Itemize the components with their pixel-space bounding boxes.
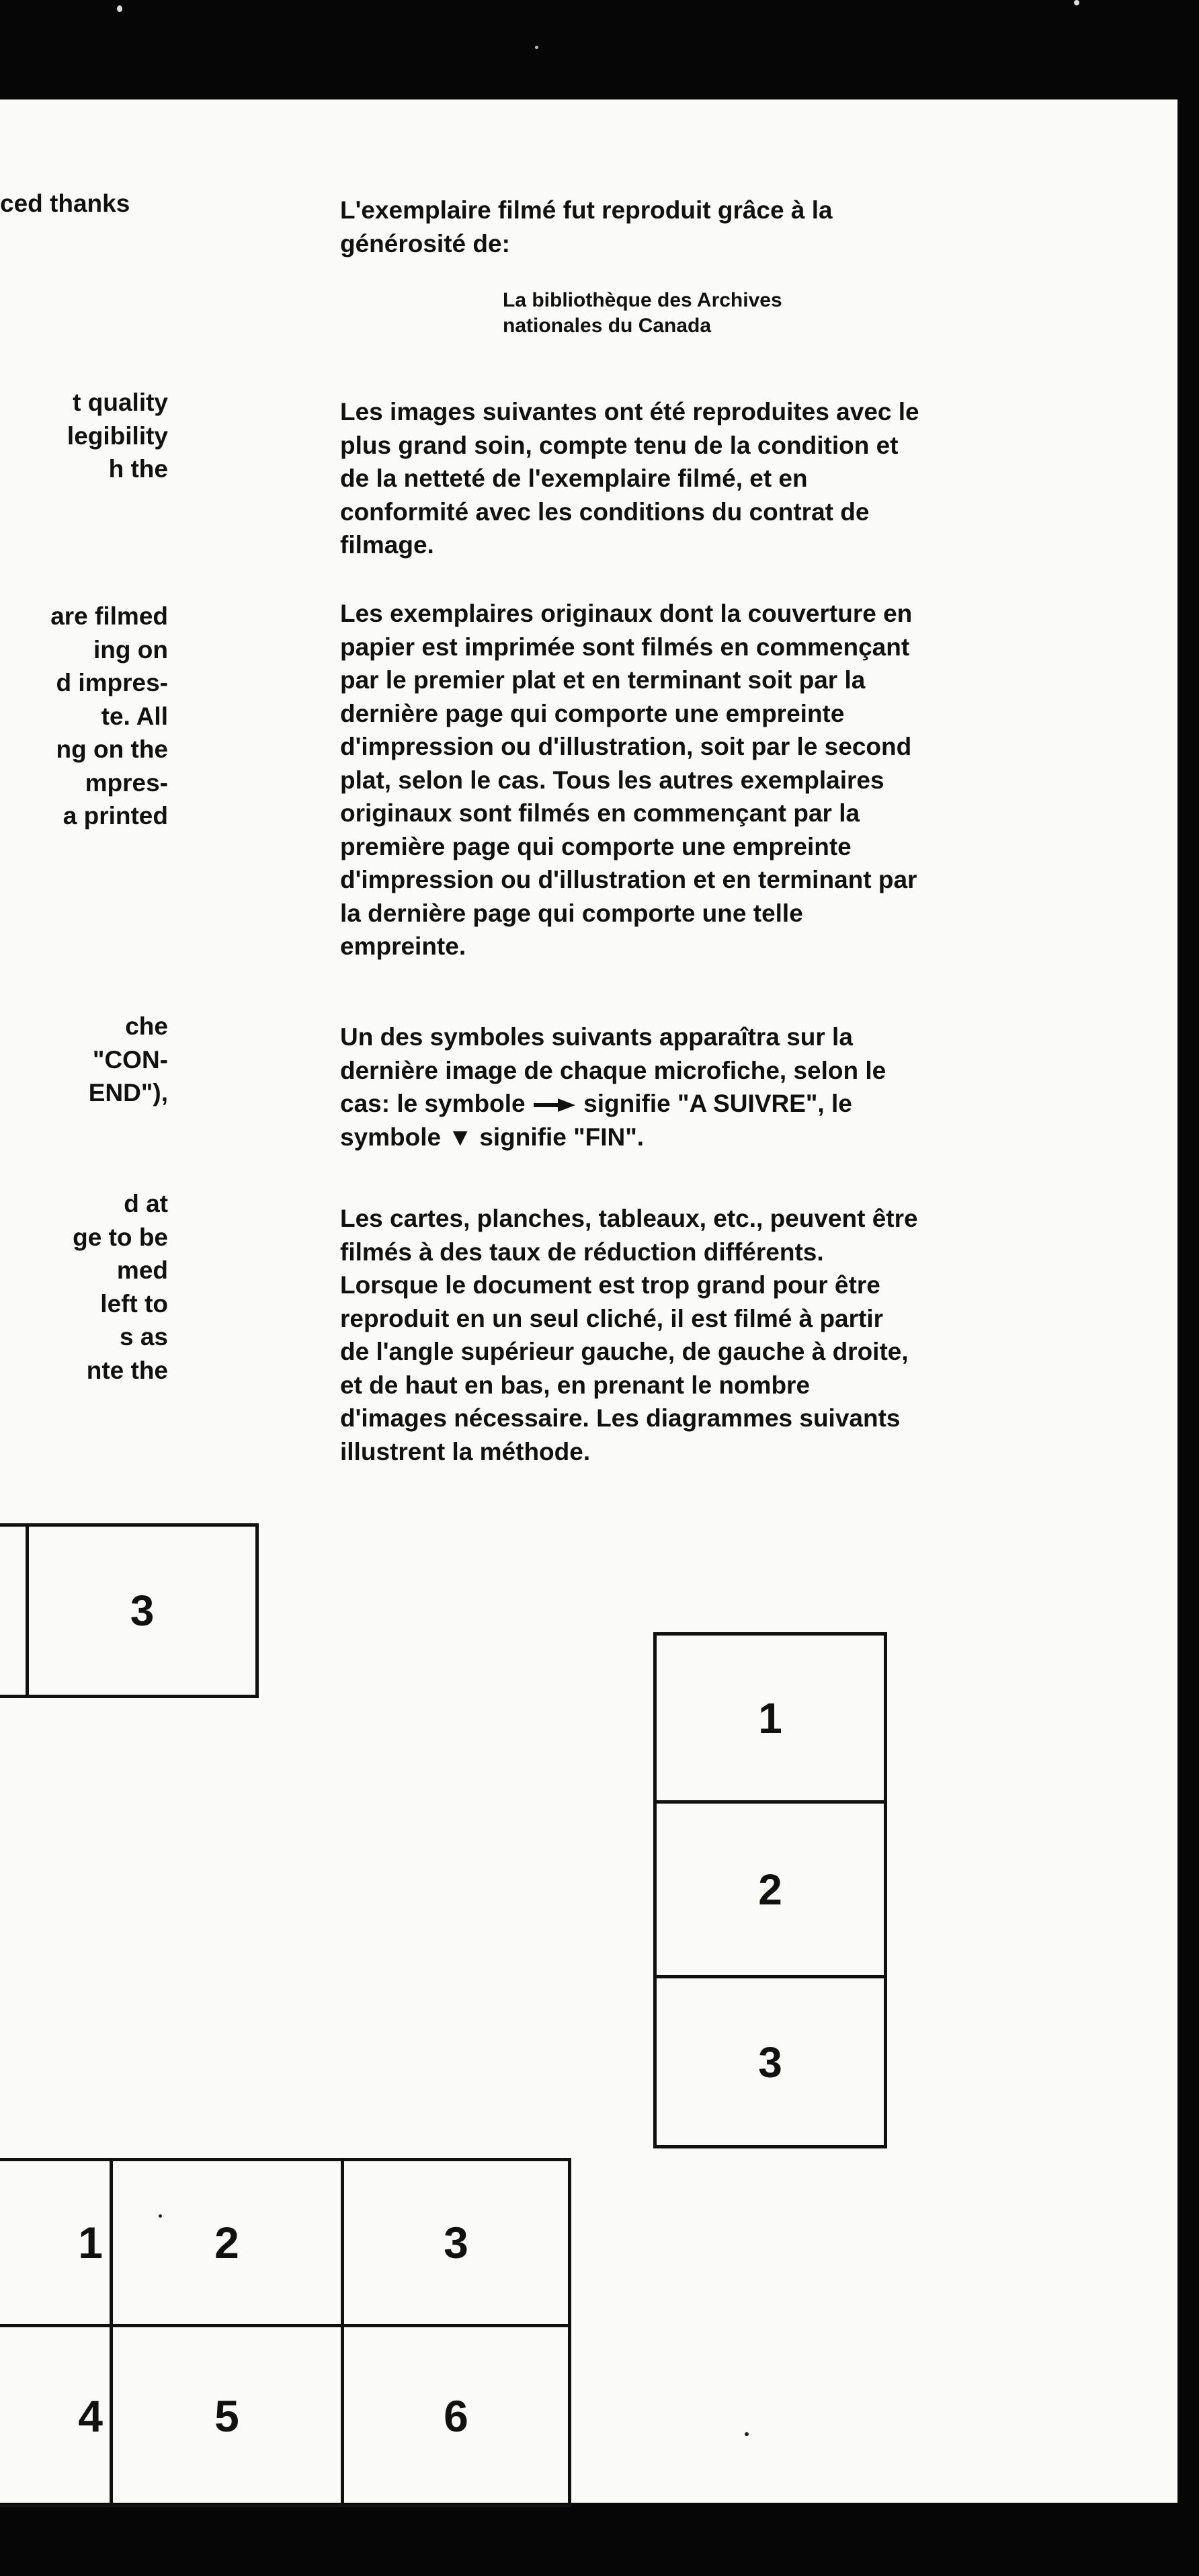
left-fragment-line: ced thanks — [0, 190, 130, 217]
stack-cell-1 — [657, 1636, 884, 1800]
institution-name — [503, 288, 782, 339]
paragraph-line: filmage. — [340, 531, 434, 559]
symbol-text-pre: symbole — [340, 1123, 442, 1151]
left-column-fragments — [0, 187, 168, 220]
film-speck — [117, 5, 122, 12]
grid-cell-number: 5 — [214, 2390, 239, 2441]
grid-cell-5 — [113, 2327, 341, 2504]
grid-cell-number: 4 — [78, 2390, 103, 2441]
left-fragment-line: a printed — [63, 802, 168, 830]
paragraph-line: Les images suivantes ont été reproduites avec le — [340, 398, 919, 426]
paragraph-line: d'impression ou d'illustration, soit par le second — [340, 733, 912, 760]
grid-cell-6 — [344, 2327, 568, 2504]
diagram-cell-3 — [26, 1523, 259, 1698]
left-column-block-4 — [0, 1187, 168, 1387]
left-fragment-line: are filmed — [50, 602, 168, 630]
intro-paragraph — [340, 194, 1093, 260]
left-fragment-line: ge to be — [73, 1223, 168, 1251]
paragraph-line: conformité avec les conditions du contrat de — [340, 497, 870, 526]
scan-speck — [159, 2214, 162, 2218]
paragraph-line: de l'angle supérieur gauche, de gauche à droite, — [340, 1338, 909, 1365]
paragraph-line: première page qui comporte une empreinte — [340, 832, 852, 860]
paragraph-line: plus grand soin, compte tenu de la condition et — [340, 431, 899, 459]
paragraph-line: la dernière page qui comporte une telle — [340, 899, 803, 927]
grid-cell-number: 2 — [214, 2218, 239, 2267]
left-fragment-line: left to — [100, 1289, 168, 1318]
paragraph-line: d'impression ou d'illustration et en terminant par — [340, 866, 917, 893]
diagram-grid — [0, 2158, 571, 2507]
left-fragment-line: "CON- — [92, 1045, 168, 1074]
left-fragment-line: h the — [108, 455, 168, 483]
paragraph-line: plat, selon le cas. Tous les autres exemplaires — [340, 766, 884, 794]
grid-cell-number: 1 — [78, 2218, 103, 2267]
paragraph-line: reproduit en un seul cliché, il est filmé à partir — [340, 1304, 884, 1332]
stack-cell-number: 3 — [758, 2038, 782, 2087]
intro-line: L'exemplaire filmé fut reproduit grâce à la — [340, 196, 833, 224]
left-fragment-line: t quality — [73, 389, 168, 416]
paragraph-line: Les cartes, planches, tableaux, etc., peuvent être — [340, 1205, 918, 1232]
diagram-vertical-stack — [653, 1632, 887, 2148]
paragraph-line: Un des symboles suivants apparaîtra sur la — [340, 1023, 853, 1051]
left-fragment-line: nte the — [86, 1356, 168, 1384]
stack-cell-2 — [657, 1804, 884, 1975]
left-column-block-3 — [0, 1010, 168, 1110]
left-fragment-line: legibility — [67, 421, 168, 450]
grid-cell-1 — [0, 2161, 110, 2324]
symbol-text-pre: cas: le symbole — [340, 1090, 526, 1117]
grid-cell-4 — [0, 2327, 110, 2504]
triangle-down-icon: ▼ — [448, 1123, 473, 1151]
paragraph-originals — [340, 597, 1093, 963]
left-fragment-line: d impres- — [56, 669, 168, 696]
left-fragment-line: ng on the — [56, 735, 168, 763]
paragraph-line — [340, 1087, 1093, 1121]
paragraph-conditions — [340, 395, 1093, 562]
left-column-block-2 — [0, 600, 168, 833]
left-column-block-1 — [0, 386, 168, 486]
institution-line: La bibliothèque des Archives — [503, 289, 782, 311]
paragraph-line: illustrent la méthode. — [340, 1437, 591, 1465]
grid-cell-3 — [344, 2161, 568, 2324]
paragraph-line — [340, 1121, 1093, 1154]
grid-cell-number: 3 — [444, 2218, 468, 2267]
diagram-cell-number: 3 — [130, 1586, 155, 1635]
film-speck — [1074, 0, 1079, 5]
paragraph-line: papier est imprimée sont filmés en commençant — [340, 633, 910, 661]
left-fragment-line: che — [125, 1012, 168, 1040]
institution-line: nationales du Canada — [503, 315, 712, 337]
left-fragment-line: mpres- — [85, 768, 168, 797]
scan-speck — [745, 2432, 749, 2436]
paragraph-line: d'images nécessaire. Les diagrammes suivants — [340, 1404, 901, 1432]
symbol-text-post: signifie "FIN". — [479, 1123, 645, 1151]
grid-cell-number: 6 — [444, 2390, 468, 2441]
paragraph-maps — [340, 1202, 1093, 1468]
grid-cell-2 — [113, 2161, 341, 2324]
paragraph-line: Les exemplaires originaux dont la couverture en — [340, 600, 913, 627]
left-fragment-line: d at — [124, 1190, 168, 1217]
microfilm-page — [0, 99, 1177, 2503]
paragraph-line: dernière image de chaque microfiche, selon le — [340, 1056, 886, 1084]
symbol-text-post: signifie "A SUIVRE", le — [583, 1090, 852, 1117]
paragraph-line: filmés à des taux de réduction différents. — [340, 1238, 824, 1266]
paragraph-line: empreinte. — [340, 932, 466, 960]
paragraph-line: de la netteté de l'exemplaire filmé, et en — [340, 465, 808, 492]
stack-cell-number: 1 — [758, 1693, 782, 1742]
paragraph-symbols — [340, 1020, 1093, 1154]
stack-cell-number: 2 — [758, 1865, 782, 1914]
paragraph-line: et de haut en bas, en prenant le nombre — [340, 1371, 811, 1399]
paragraph-line: Lorsque le document est trop grand pour être — [340, 1271, 880, 1299]
paragraph-line: dernière page qui comporte une empreinte — [340, 699, 845, 727]
paragraph-line: par le premier plat et en terminant soit par la — [340, 666, 866, 694]
left-fragment-line: END"), — [88, 1079, 168, 1106]
paragraph-line: originaux sont filmés en commençant par la — [340, 799, 860, 827]
arrow-right-icon — [532, 1098, 577, 1113]
left-fragment-line: te. All — [101, 702, 168, 730]
left-fragment-line: ing on — [93, 635, 168, 663]
stack-cell-3 — [657, 1978, 884, 2146]
left-fragment-line: s as — [119, 1323, 168, 1351]
left-fragment-line: med — [116, 1256, 168, 1284]
intro-line: générosité de: — [340, 229, 510, 257]
film-speck — [535, 46, 538, 49]
